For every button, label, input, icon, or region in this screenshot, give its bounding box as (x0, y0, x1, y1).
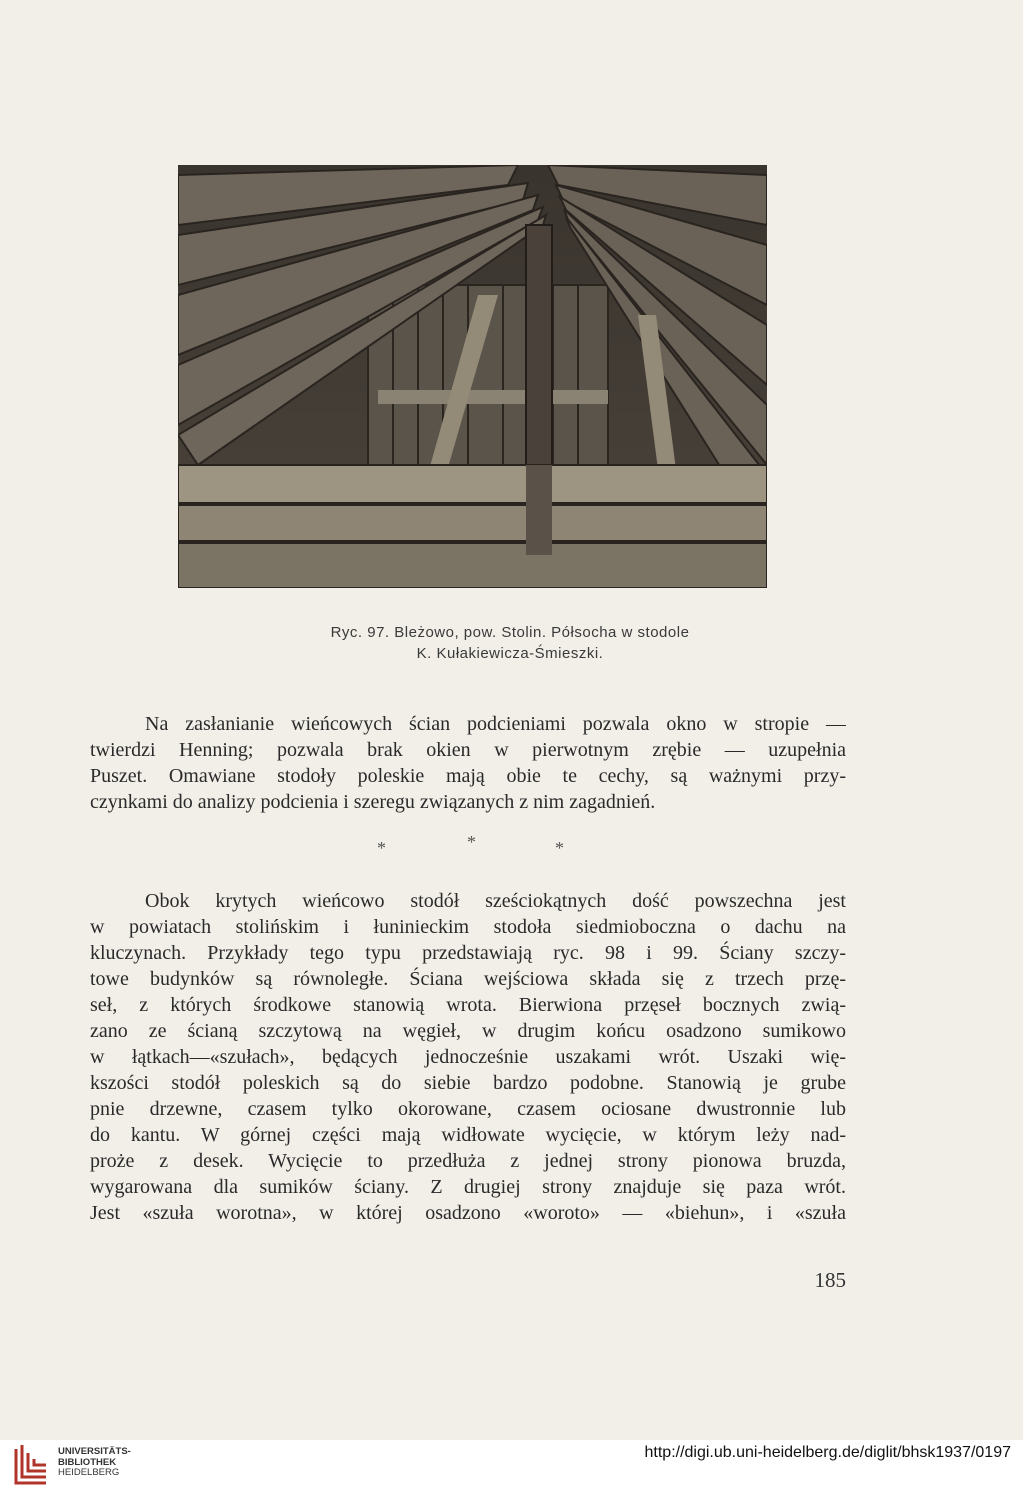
library-logo-text[interactable] (58, 1447, 131, 1479)
logo-line: BIBLIOTHEK (58, 1456, 117, 1468)
text-line: kszości stodół poleskich są do siebie bardzo podobne. Stanowią je grube (90, 1072, 846, 1094)
text-line: Puszet. Omawiane stodoły poleskie mają obie te cechy, są ważnymi przy- (90, 765, 846, 787)
text-line: twierdzi Henning; pozwala brak okien w pierwotnym zrębie — uzupełnia (90, 739, 846, 761)
text-line: czynkami do analizy podcienia i szeregu związanych z nim zagadnień. (90, 791, 656, 813)
photo-illustration (178, 165, 767, 588)
text-line: kluczynach. Przykłady tego typu przedstawiają ryc. 98 i 99. Ściany szczy- (90, 942, 846, 964)
text-line: towe budynków są równoległe. Ściana wejściowa składa się z trzech przę- (90, 968, 846, 990)
text-line: w łątkach—«szułach», będących jednocześnie uszakami wrót. Uszaki wię- (90, 1046, 846, 1068)
text-line: Na zasłanianie wieńcowych ścian podcieniami pozwala okno w stropie — (145, 713, 846, 735)
source-url-link[interactable]: http://digi.ub.uni-heidelberg.de/diglit/bhsk1937/0197 (644, 1444, 1011, 1461)
text-line: pnie drzewne, czasem tylko okorowane, czasem ociosane dwustronnie lub (90, 1098, 846, 1120)
text-line: Jest «szuła worotna», w której osadzono «woroto» — «biehun», i «szuła (90, 1202, 846, 1224)
caption-line: K. Kułakiewicza-Śmieszki. (416, 645, 604, 662)
paragraph-2 (90, 888, 846, 1226)
caption-line: Ryc. 97. Bleżowo, pow. Stolin. Półsocha w stodole (330, 624, 690, 641)
text-line: w powiatach stolińskim i łuninieckim stodoła siedmioboczna o dachu na (90, 916, 846, 938)
page-number: 185 (814, 1268, 846, 1292)
text-line: Obok krytych wieńcowo stodół sześciokątnych dość powszechna jest (145, 890, 846, 912)
library-logo-icon[interactable] (12, 1443, 50, 1489)
asterisk: * (467, 832, 476, 852)
figure-caption (180, 622, 840, 664)
logo-line: UNIVERSITÄTS- (58, 1446, 131, 1457)
asterisk: * (555, 838, 564, 858)
bottom-logs (178, 465, 767, 588)
logo-line: HEIDELBERG (58, 1467, 120, 1478)
barn-roof-photo (178, 165, 767, 588)
paragraph-1 (90, 711, 846, 815)
text-line: proże z desek. Wycięcie to przedłuża z jednej strony pionowa bruzda, (90, 1150, 846, 1172)
text-line: wygarowana dla sumików ściany. Z drugiej strony znajduje się paza wrót. (90, 1176, 846, 1198)
asterisk: * (377, 838, 386, 858)
text-line: do kantu. W górnej części mają widłowate wycięcie, w którym leży nad- (90, 1124, 846, 1146)
post-base (526, 465, 552, 555)
text-line: seł, z których środkowe stanowią wrota. Bierwiona przęseł bocznych zwią- (90, 994, 846, 1016)
crossbeam (378, 390, 608, 404)
text-line: zano ze ścianą szczytową na węgieł, w drugim końcu osadzono sumikowo (90, 1020, 846, 1042)
